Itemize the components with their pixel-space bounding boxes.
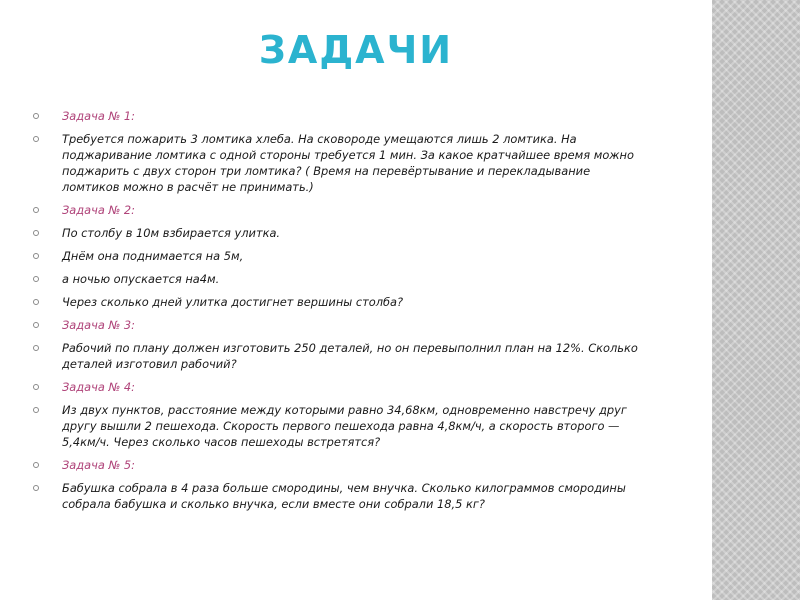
- circle-bullet-icon: [33, 253, 39, 259]
- task-heading: [30, 202, 640, 218]
- task-text: [30, 480, 640, 512]
- circle-bullet-icon: [33, 345, 39, 351]
- task-heading-label: Задача № 1:: [62, 109, 136, 123]
- circle-bullet-icon: [33, 299, 39, 305]
- circle-bullet-icon: [33, 322, 39, 328]
- task-text: [30, 248, 640, 264]
- circle-bullet-icon: [33, 113, 39, 119]
- circle-bullet-icon: [33, 462, 39, 468]
- task-heading-label: Задача № 5:: [62, 458, 136, 472]
- task-text-label: Через сколько дней улитка достигнет вершины столба?: [62, 295, 404, 309]
- task-text-label: По столбу в 10м взбирается улитка.: [62, 226, 281, 240]
- task-text-label: Из двух пунктов, расстояние между которыми равно 34,68км, одновременно навстречу друг другу вышли 2 пешехода. Скорость первого пешехода равна 4,8км/ч, а скорость второго — 5,4км/ч. Через сколько часов пешеходы встретятся?: [62, 403, 627, 449]
- task-text: [30, 402, 640, 450]
- task-text-label: Бабушка собрала в 4 раза больше смородины, чем внучка. Сколько килограммов смородины собрала бабушка и сколько внучка, если вместе они собрали 18,5 кг?: [62, 481, 626, 511]
- task-text-label: Рабочий по плану должен изготовить 250 деталей, но он перевыполнил план на 12%. Сколько деталей изготовил рабочий?: [62, 341, 638, 371]
- circle-bullet-icon: [33, 407, 39, 413]
- circle-bullet-icon: [33, 384, 39, 390]
- circle-bullet-icon: [33, 207, 39, 213]
- task-heading: [30, 108, 640, 124]
- task-heading-label: Задача № 4:: [62, 380, 136, 394]
- task-text-label: Требуется пожарить 3 ломтика хлеба. На сковороде умещаются лишь 2 ломтика. На поджаривание ломтика с одной стороны требуется 1 мин. За какое кратчайшее время можно поджарить с двух сторон три ломтика? ( Время на перевёртывание и перекладывание ломтиков можно в расчёт не принимать.): [62, 132, 634, 194]
- task-heading: [30, 317, 640, 333]
- task-text: [30, 225, 640, 241]
- decorative-side-bar: [712, 0, 800, 600]
- task-text-label: Днём она поднимается на 5м,: [62, 249, 244, 263]
- task-text: [30, 340, 640, 372]
- circle-bullet-icon: [33, 230, 39, 236]
- task-text: [30, 131, 640, 195]
- task-heading: [30, 379, 640, 395]
- task-heading: [30, 457, 640, 473]
- task-text: [30, 294, 640, 310]
- circle-bullet-icon: [33, 136, 39, 142]
- task-text: [30, 271, 640, 287]
- task-heading-label: Задача № 3:: [62, 318, 136, 332]
- circle-bullet-icon: [33, 485, 39, 491]
- task-list: [30, 108, 640, 519]
- slide-title: ЗАДАЧИ: [258, 28, 454, 72]
- circle-bullet-icon: [33, 276, 39, 282]
- task-text-label: а ночью опускается на4м.: [62, 272, 220, 286]
- task-heading-label: Задача № 2:: [62, 203, 136, 217]
